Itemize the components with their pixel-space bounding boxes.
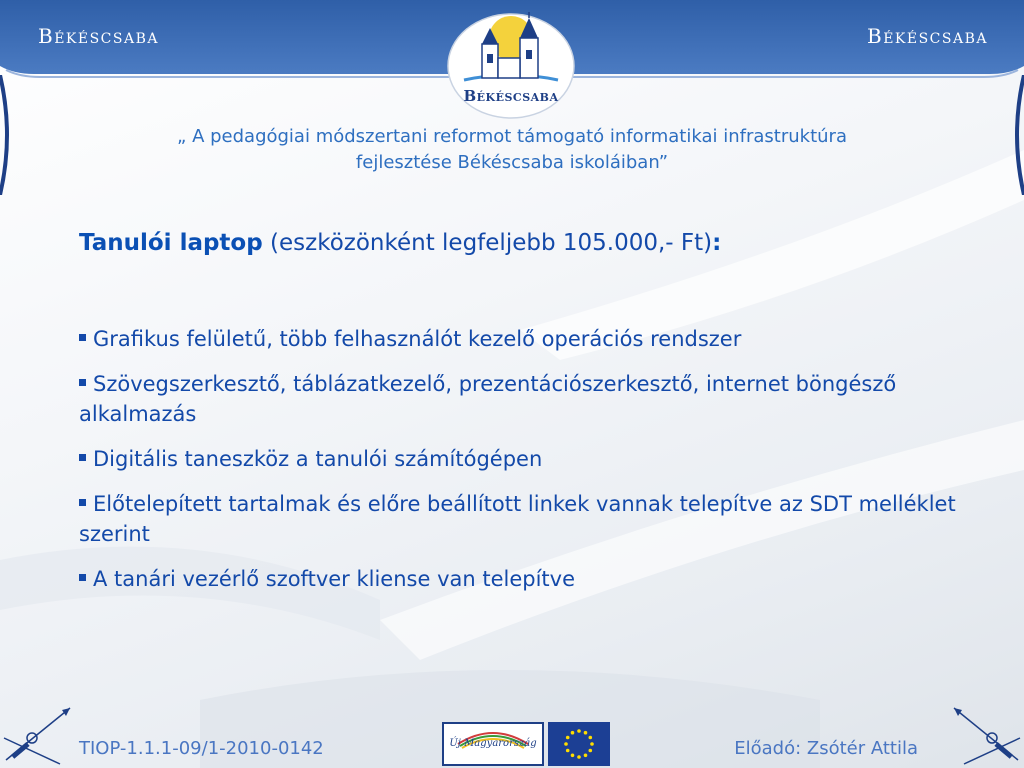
town-name-left: Békéscsaba (38, 24, 159, 48)
hu-logo-text: Új Magyarország (449, 738, 537, 749)
subtitle-line-2: fejlesztése Békéscsaba iskoláiban” (355, 152, 669, 173)
slide-subtitle (60, 124, 964, 176)
bullet-text: A tanári vezérlő szoftver kliense van telepítve (93, 567, 576, 591)
square-bullet-icon (79, 574, 86, 581)
list-item (79, 564, 979, 594)
square-bullet-icon (79, 379, 86, 386)
bullet-text: Előtelepített tartalmak és előre beállított linkek vannak telepítve az SDT melléklet szerint (79, 492, 956, 546)
eu-flag-icon (548, 722, 610, 766)
list-item (79, 324, 979, 354)
bullet-text: Grafikus felületű, több felhasználót kezelő operációs rendszer (93, 327, 742, 351)
town-name-right: Békéscsaba (867, 24, 988, 48)
left-side-accent (0, 75, 14, 195)
right-side-accent (1010, 75, 1024, 195)
slide-heading (79, 230, 721, 256)
new-hungary-logo (442, 722, 544, 766)
town-logo (444, 8, 578, 120)
bullet-text: Digitális taneszköz a tanulói számítógépen (93, 447, 543, 471)
bullet-list (79, 324, 979, 609)
square-bullet-icon (79, 454, 86, 461)
heading-bold: Tanulói laptop (79, 230, 263, 256)
bullet-text: Szövegszerkesztő, táblázatkezelő, prezentációszerkesztő, internet böngésző alkalmazás (79, 372, 897, 426)
list-item (79, 444, 979, 474)
list-item (79, 489, 979, 549)
heading-colon: : (712, 230, 722, 256)
project-code: TIOP-1.1.1-09/1-2010-0142 (79, 738, 324, 759)
presenter-name: Előadó: Zsótér Attila (734, 738, 918, 759)
compass-icon (0, 698, 80, 768)
square-bullet-icon (79, 334, 86, 341)
square-bullet-icon (79, 499, 86, 506)
list-item (79, 369, 979, 429)
compass-icon (944, 698, 1024, 768)
heading-rest: (eszközönként legfeljebb 105.000,- Ft) (262, 230, 713, 256)
subtitle-line-1: „ A pedagógiai módszertani reformot támogató informatikai infrastruktúra (177, 126, 847, 147)
logo-text: Békéscsaba (463, 87, 559, 105)
